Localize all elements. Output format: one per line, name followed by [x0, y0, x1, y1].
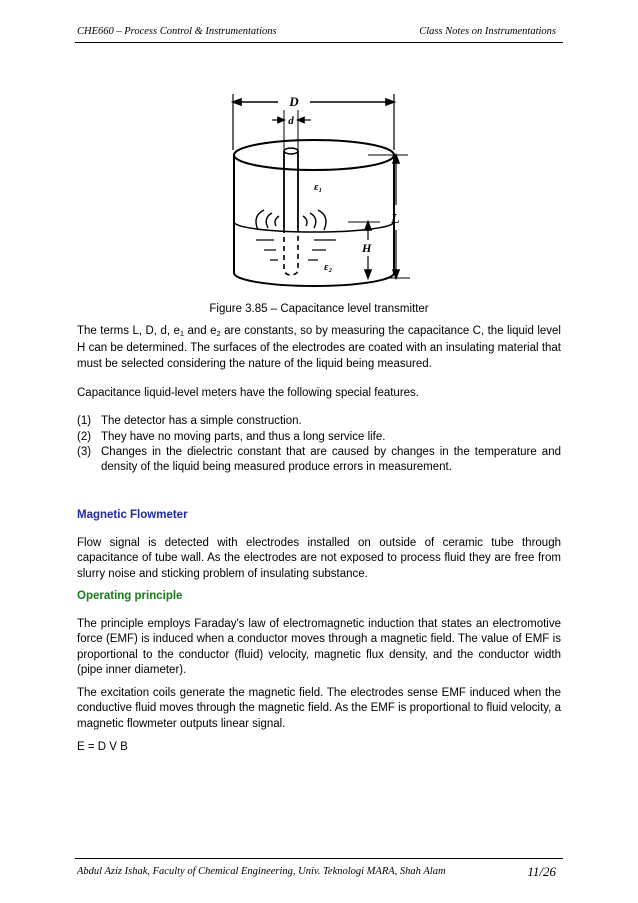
paragraph-excitation: The excitation coils generate the magnetic field. The electrodes sense EMF induced when the conductive fluid moves through the magnetic field. As the EMF is proportional to fluid velocity, a magnetic flowmeter outputs linear signal.	[77, 687, 561, 730]
header-notes-title: Class Notes on Instrumentations	[419, 26, 556, 37]
figure-caption: Figure 3.85 – Capacitance level transmitter	[209, 303, 429, 315]
header-course-title: CHE660 – Process Control & Instrumentations	[77, 26, 277, 37]
equation: E = D V B	[77, 741, 128, 753]
label-L: L	[391, 212, 400, 227]
label-e1: ε₁	[314, 181, 323, 193]
page-number: 11/26	[527, 864, 556, 879]
heading-operating-principle: Operating principle	[77, 590, 183, 602]
paragraph-magnetic-flowmeter: Flow signal is detected with electrodes installed on outside of ceramic tube through capacitance of tube wall. As the electrodes are not exposed to process fluid they are free from slurry noise and sticking problem of insulating substance.	[77, 537, 561, 580]
feature-item: (3) Changes in the dielectric constant that are caused by changes in the temperature and density of the liquid being measured produce errors in measurement.	[77, 446, 561, 474]
paragraph-faraday: The principle employs Faraday's law of electromagnetic induction that states an electromotive force (EMF) is induced when a conductor moves through a magnetic field. The value of EMF is proportional to the conductor (fluid) velocity, magnetic flux density, and the conductor width (pipe inner diameter).	[77, 618, 561, 677]
footer-rule	[75, 858, 563, 859]
header-rule	[75, 42, 563, 43]
paragraph-terms: The terms L, D, d, $e_1$ and $e_2$ are constants, so by measuring the capacitance C, the liquid level H can be determined. The surfaces of the electrodes are coated with an insulating material that must be selected considering the nature of the liquid being measured.	[77, 325, 561, 370]
feature-item: (2) They have no moving parts, and thus a long service life.	[77, 431, 386, 443]
label-H: H	[362, 241, 372, 255]
footer-author: Abdul Aziz Ishak, Faculty of Chemical Engineering, Univ. Teknologi MARA, Shah Alam	[77, 866, 446, 877]
label-e2: ε₂	[324, 261, 333, 273]
heading-magnetic-flowmeter: Magnetic Flowmeter	[77, 509, 188, 521]
feature-item: (1) The detector has a simple construction.	[77, 415, 302, 427]
paragraph-features-intro: Capacitance liquid-level meters have the following special features.	[77, 387, 419, 399]
capacitance-level-figure	[218, 90, 418, 295]
label-D: D	[289, 94, 299, 109]
label-d: d	[288, 115, 294, 127]
